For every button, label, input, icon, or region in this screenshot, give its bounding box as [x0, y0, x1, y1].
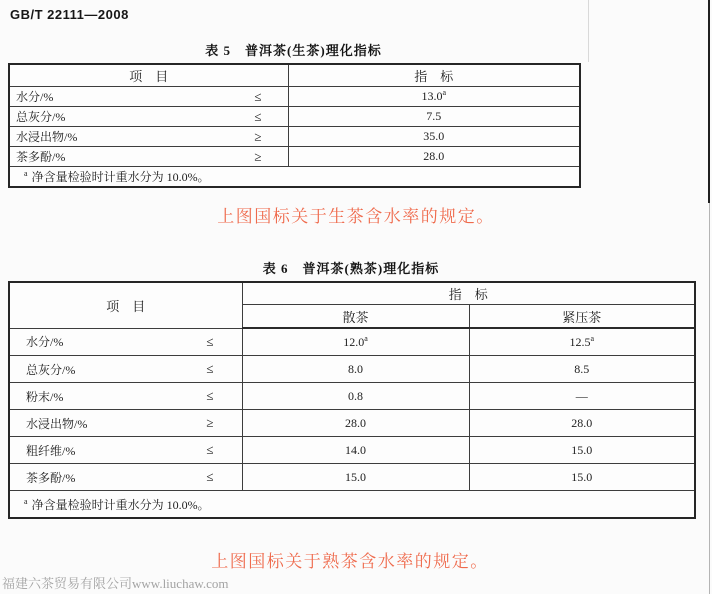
item-cell — [9, 464, 242, 491]
item-cell — [9, 328, 242, 356]
compressed-value-cell — [469, 383, 695, 410]
value-cell — [288, 87, 580, 107]
relation-symbol: ≤ — [206, 388, 214, 403]
value: 7.5 — [426, 109, 442, 123]
item-cell — [9, 437, 242, 464]
item-label: 总灰分/% — [26, 362, 76, 377]
compressed-value-cell — [469, 328, 695, 356]
item-label: 水浸出物/% — [16, 130, 78, 144]
table-row — [9, 410, 695, 437]
table5-title: 表 5 普洱茶(生茶)理化指标 — [205, 43, 382, 58]
loose-value-cell — [242, 437, 469, 464]
item-label: 茶多酚/% — [16, 150, 66, 164]
item-label: 总灰分/% — [16, 110, 66, 124]
item-label: 水浸出物/% — [26, 416, 88, 431]
value: 14.0 — [345, 442, 366, 457]
company-watermark: 福建六茶贸易有限公司www.liuchaw.com — [2, 576, 229, 591]
table-row — [9, 383, 695, 410]
table5-header-indicator: 指 标 — [288, 64, 580, 87]
footnote-marker: a — [590, 333, 595, 343]
compressed-value-cell — [469, 356, 695, 383]
loose-value-cell — [242, 328, 469, 356]
scan-artifact-line — [588, 0, 589, 62]
relation-symbol: ≤ — [254, 88, 262, 104]
footnote-marker: a — [364, 333, 368, 343]
value: 12.0 — [343, 334, 365, 349]
relation-symbol: ≤ — [206, 333, 214, 349]
value: 15.0 — [571, 469, 593, 484]
value: — — [575, 388, 588, 403]
value: 28.0 — [571, 415, 593, 430]
item-label: 水分/% — [26, 335, 64, 350]
item-cell — [9, 127, 288, 147]
compressed-value-cell — [469, 437, 695, 464]
value: 8.5 — [574, 361, 590, 376]
table6-title: 表 6 普洱茶(熟茶)理化指标 — [262, 261, 440, 276]
value: 8.0 — [348, 361, 363, 376]
value-cell — [288, 147, 580, 167]
table6-header-loose-tea: 散茶 — [242, 305, 469, 329]
item-label: 水分/% — [16, 90, 54, 104]
relation-symbol: ≤ — [206, 442, 214, 457]
table-row — [9, 464, 695, 491]
footnote-text: 净含量检验时计重水分为 10.0%。 — [31, 170, 210, 184]
value: 0.8 — [348, 388, 363, 403]
table6-header-row-1 — [9, 282, 695, 305]
loose-value-cell — [242, 464, 469, 491]
compressed-value-cell — [469, 464, 695, 491]
table6-header-compressed-tea: 紧压茶 — [469, 305, 695, 329]
relation-symbol: ≤ — [206, 361, 214, 376]
footnote-cell — [9, 167, 580, 188]
value-cell — [288, 107, 580, 127]
value: 28.0 — [423, 149, 445, 163]
table6-footnote-row — [9, 491, 695, 519]
item-cell — [9, 107, 288, 127]
relation-symbol: ≥ — [206, 415, 214, 430]
table5-raw-tea-indicators — [8, 63, 581, 188]
relation-symbol: ≥ — [254, 148, 262, 164]
table5-header-row — [9, 64, 580, 87]
compressed-value-cell — [469, 410, 695, 437]
item-cell — [9, 87, 288, 107]
table-row — [9, 127, 580, 147]
item-label: 粉末/% — [26, 389, 64, 404]
relation-symbol: ≤ — [254, 108, 262, 124]
caption-raw-tea: 上图国标关于生茶含水率的规定。 — [217, 207, 495, 226]
scan-artifact-line — [709, 203, 710, 594]
item-cell — [9, 356, 242, 383]
item-label: 粗纤维/% — [26, 443, 76, 458]
value: 12.5 — [569, 334, 591, 349]
loose-value-cell — [242, 410, 469, 437]
footnote-marker: a — [442, 88, 447, 97]
table-row — [9, 437, 695, 464]
table6-header-indicator: 指 标 — [242, 282, 695, 305]
table-row — [9, 107, 580, 127]
loose-value-cell — [242, 383, 469, 410]
caption-ripe-tea: 上图国标关于熟茶含水率的规定。 — [211, 552, 489, 571]
table-row — [9, 356, 695, 383]
value: 28.0 — [345, 415, 366, 430]
table6-ripe-tea-indicators — [8, 281, 696, 519]
table5-footnote-row — [9, 167, 580, 188]
footnote-marker: a — [24, 496, 28, 506]
footnote-marker: a — [24, 169, 28, 178]
item-cell — [9, 410, 242, 437]
relation-symbol: ≤ — [206, 469, 214, 484]
item-cell — [9, 147, 288, 167]
table5-header-item: 项 目 — [9, 64, 288, 87]
table-row — [9, 87, 580, 107]
footnote-cell — [9, 491, 695, 519]
table-row — [9, 328, 695, 356]
value-cell — [288, 127, 580, 147]
table-row — [9, 147, 580, 167]
standard-number: GB/T 22111—2008 — [10, 7, 129, 22]
relation-symbol: ≥ — [254, 128, 262, 144]
loose-value-cell — [242, 356, 469, 383]
item-cell — [9, 383, 242, 410]
value: 15.0 — [345, 469, 366, 484]
scan-artifact-line — [708, 0, 710, 203]
footnote-text: 净含量检验时计重水分为 10.0%。 — [31, 497, 210, 512]
item-label: 茶多酚/% — [26, 470, 76, 485]
value: 35.0 — [423, 129, 445, 143]
table6-header-item: 项 目 — [9, 282, 242, 328]
value: 15.0 — [571, 442, 593, 457]
value: 13.0 — [421, 89, 443, 103]
